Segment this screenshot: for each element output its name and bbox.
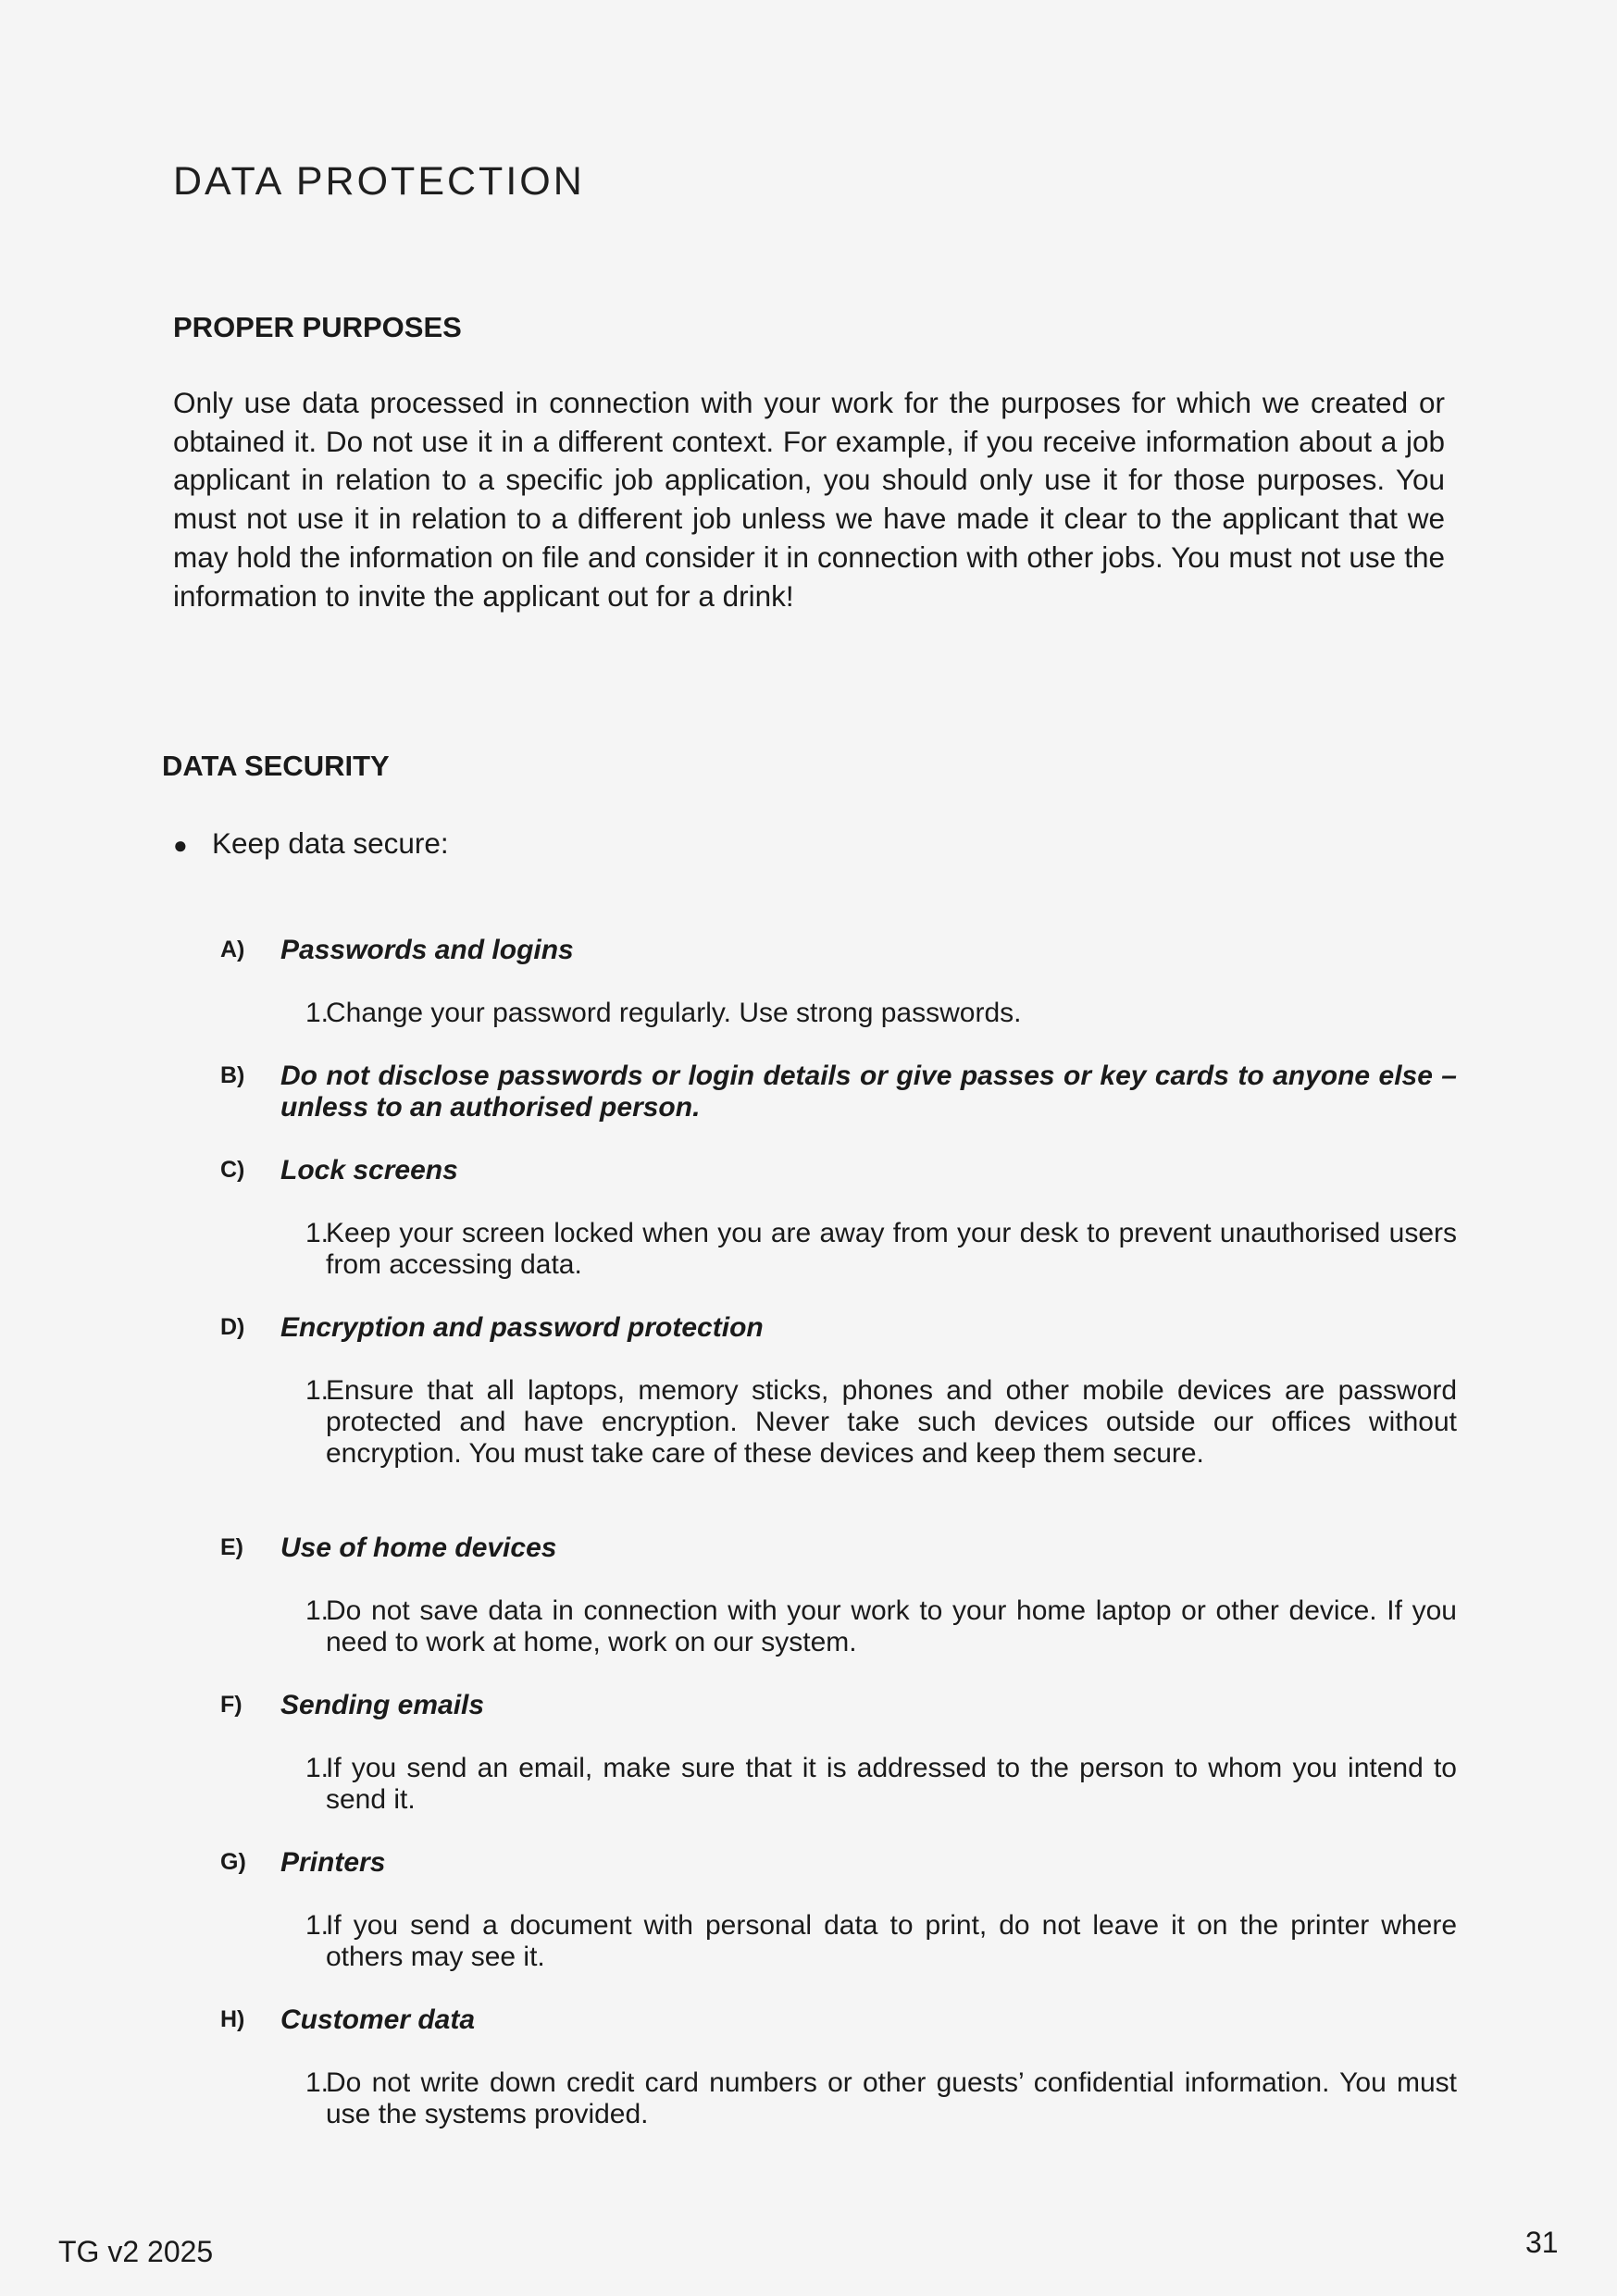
section-h-item xyxy=(305,2067,1457,2130)
section-h xyxy=(220,2004,1457,2036)
section-a xyxy=(220,935,1457,966)
bullet-dot-icon: ● xyxy=(173,831,188,859)
section-letter: D) xyxy=(220,1314,245,1340)
item-number: 1. xyxy=(305,998,330,1028)
section-title: Customer data xyxy=(280,2004,476,2035)
section-e-item xyxy=(305,1595,1457,1658)
item-number: 1. xyxy=(305,1595,330,1626)
item-text: Do not save data in connection with your work to your home laptop or other device. If you need to work at home, work on our system. xyxy=(326,1595,1457,1657)
item-number: 1. xyxy=(305,2067,330,2098)
section-letter: B) xyxy=(220,1062,245,1088)
section-title: Lock screens xyxy=(280,1155,458,1185)
section-title: Use of home devices xyxy=(280,1533,557,1563)
page-title: DATA PROTECTION xyxy=(173,159,585,204)
proper-purposes-paragraph: Only use data processed in connection with your work for the purposes for which we created or obtained it. Do not use it in a different context. For example, if you receive information about a job applicant in relation to a specific job application, you should only use it for those purposes. You must not use it in relation to a different job unless we have made it clear to the applicant that we may hold the information on file and consider it in connection with other jobs. You must not use the information to invite the applicant out for a drink! xyxy=(173,386,1445,613)
item-number: 1. xyxy=(305,1910,330,1941)
section-title: Encryption and password protection xyxy=(280,1312,764,1343)
item-text: Do not write down credit card numbers or other guests’ confidential information. You must use the systems provided. xyxy=(326,2067,1457,2129)
keep-data-secure-bullet xyxy=(173,826,449,861)
item-text: If you send an email, make sure that it is addressed to the person to whom you intend to send it. xyxy=(326,1753,1457,1815)
proper-purposes-heading: PROPER PURPOSES xyxy=(173,311,462,343)
bullet-text: Keep data secure: xyxy=(212,826,449,860)
section-letter: H) xyxy=(220,2006,245,2032)
section-b xyxy=(220,1061,1457,1123)
section-c xyxy=(220,1155,1457,1186)
section-e xyxy=(220,1533,1457,1564)
section-d-item xyxy=(305,1375,1457,1470)
item-text: If you send a document with personal data to print, do not leave it on the printer where others may see it. xyxy=(326,1910,1457,1972)
section-title: Do not disclose passwords or login details or give passes or key cards to anyone else – unless to an authorised person. xyxy=(280,1061,1457,1123)
section-f-item xyxy=(305,1753,1457,1816)
section-letter: A) xyxy=(220,937,245,962)
section-title: Passwords and logins xyxy=(280,935,574,965)
section-g xyxy=(220,1847,1457,1879)
data-security-heading: DATA SECURITY xyxy=(162,750,390,782)
section-letter: G) xyxy=(220,1849,246,1875)
section-a-item xyxy=(305,998,1457,1029)
section-d xyxy=(220,1312,1457,1344)
section-title: Sending emails xyxy=(280,1690,485,1720)
footer-version: TG v2 2025 xyxy=(58,2235,214,2268)
item-text: Change your password regularly. Use strong passwords. xyxy=(326,998,1022,1028)
section-g-item xyxy=(305,1910,1457,1973)
section-f xyxy=(220,1690,1457,1721)
section-c-item xyxy=(305,1218,1457,1281)
item-number: 1. xyxy=(305,1753,330,1783)
section-letter: F) xyxy=(220,1692,243,1718)
section-letter: E) xyxy=(220,1534,243,1560)
item-number: 1. xyxy=(305,1218,330,1248)
section-letter: C) xyxy=(220,1157,245,1183)
page-number: 31 xyxy=(1525,2226,1559,2259)
section-title: Printers xyxy=(280,1847,386,1878)
item-text: Ensure that all laptops, memory sticks, phones and other mobile devices are password protected and have encryption. Never take such devices outside our offices without encryption. You must take care of these devices and keep them secure. xyxy=(326,1375,1457,1469)
item-text: Keep your screen locked when you are away from your desk to prevent unauthorised users from accessing data. xyxy=(326,1218,1457,1280)
item-number: 1. xyxy=(305,1375,330,1406)
